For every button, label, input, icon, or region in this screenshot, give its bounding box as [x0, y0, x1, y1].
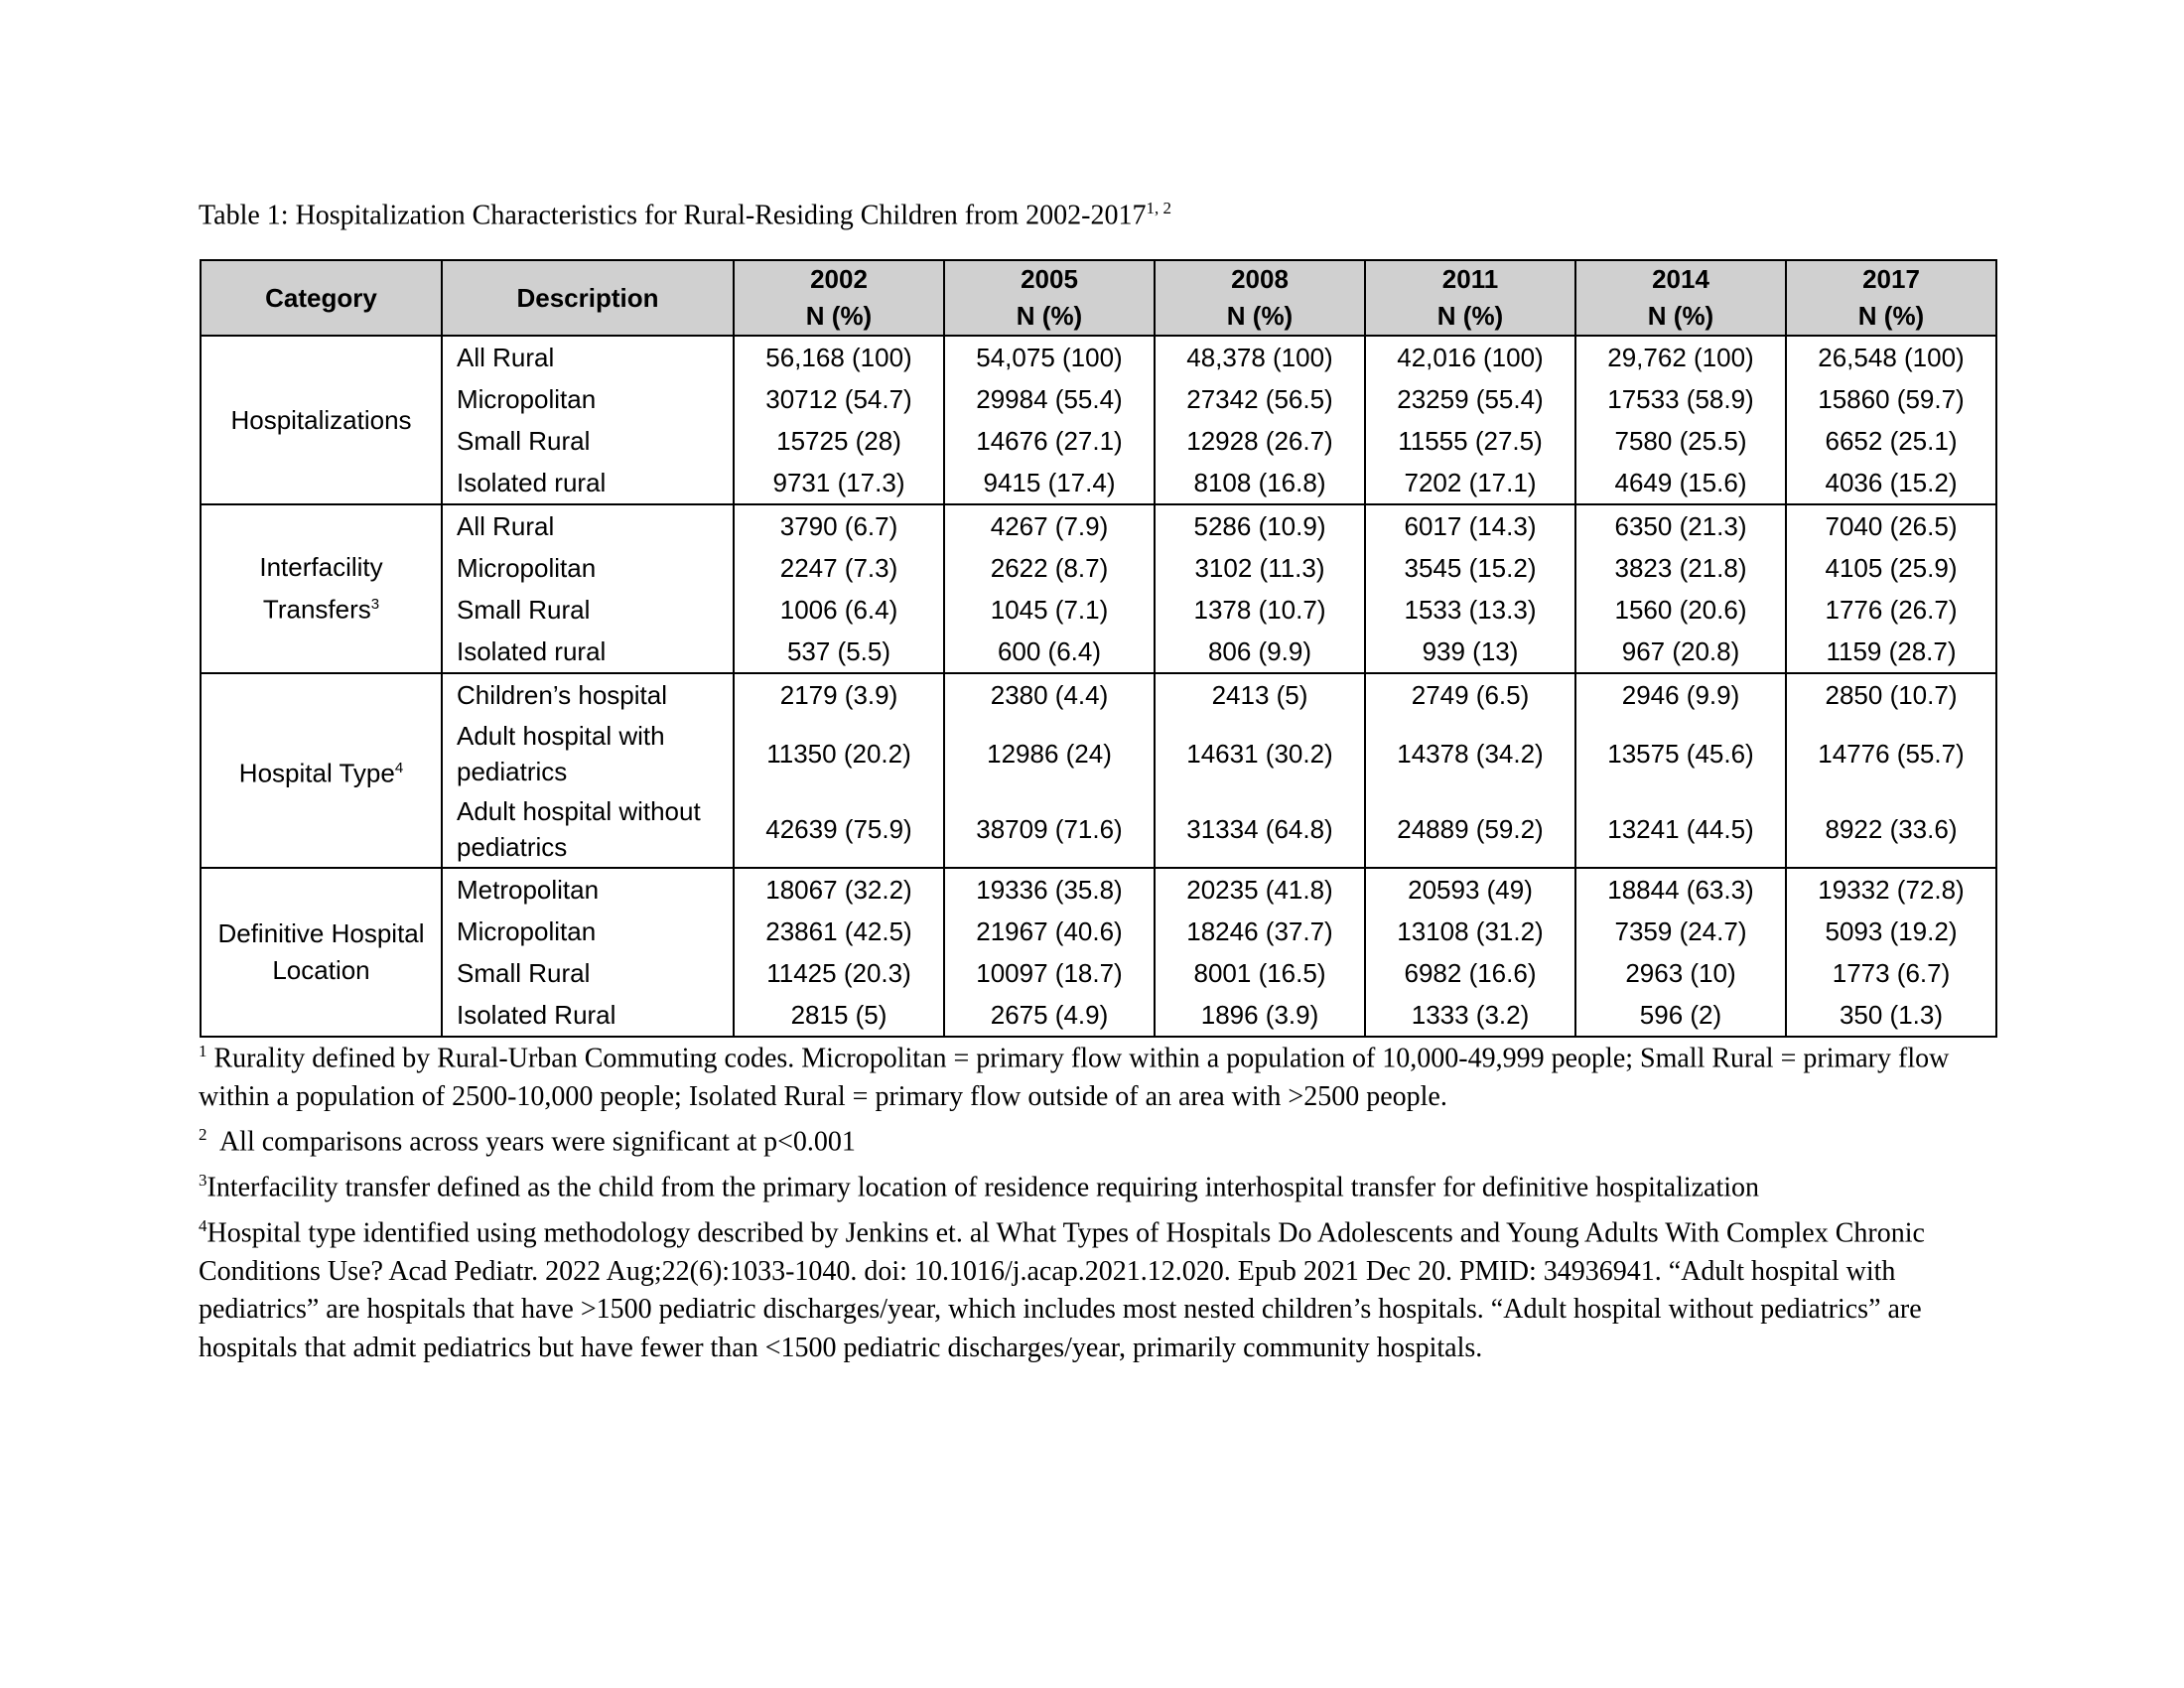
value-cell: 11425 (20.3) [734, 952, 944, 994]
description-cell: Small Rural [442, 589, 734, 631]
table-row [201, 952, 1996, 994]
category-cell [201, 504, 442, 673]
value-cell: 11350 (20.2) [734, 716, 944, 791]
value-cell: 1773 (6.7) [1786, 952, 1996, 994]
footnote-text: All comparisons across years were significant at p<0.001 [206, 1126, 856, 1158]
header-year-label: 2005 [1021, 264, 1078, 294]
description-cell: Micropolitan [442, 378, 734, 420]
description-cell: Children’s hospital [442, 673, 734, 716]
description-cell: Isolated rural [442, 462, 734, 504]
value-cell: 2749 (6.5) [1365, 673, 1575, 716]
value-cell: 2675 (4.9) [944, 994, 1155, 1037]
value-cell: 3823 (21.8) [1575, 547, 1786, 589]
value-cell: 1378 (10.7) [1155, 589, 1365, 631]
value-cell: 26,548 (100) [1786, 336, 1996, 378]
value-cell: 9731 (17.3) [734, 462, 944, 504]
table-body [201, 336, 1996, 1037]
value-cell: 13108 (31.2) [1365, 911, 1575, 952]
header-year-2014 [1575, 260, 1786, 336]
header-unit-label: N (%) [1647, 301, 1714, 331]
value-cell: 13575 (45.6) [1575, 716, 1786, 791]
header-unit-label: N (%) [805, 301, 873, 331]
value-cell: 5093 (19.2) [1786, 911, 1996, 952]
table-row [201, 547, 1996, 589]
footnotes [199, 1033, 2015, 1367]
value-cell: 6652 (25.1) [1786, 420, 1996, 462]
footnote-text: Rurality defined by Rural-Urban Commuting codes. Micropolitan = primary flow within a population of 10,000-49,999 people; Small Rural = primary flow within a population of 2500-10,000 people; Isolated Rural = primary flow outside of an area with >2500 people. [199, 1043, 1957, 1112]
description-cell: Micropolitan [442, 911, 734, 952]
value-cell: 23861 (42.5) [734, 911, 944, 952]
value-cell: 14776 (55.7) [1786, 716, 1996, 791]
value-cell: 15860 (59.7) [1786, 378, 1996, 420]
table-row [201, 791, 1996, 868]
footnote-1 [199, 1033, 2015, 1116]
table-header-row [201, 260, 1996, 336]
header-year-2002 [734, 260, 944, 336]
value-cell: 1333 (3.2) [1365, 994, 1575, 1037]
header-year-2011 [1365, 260, 1575, 336]
table-row [201, 336, 1996, 378]
value-cell: 9415 (17.4) [944, 462, 1155, 504]
value-cell: 4267 (7.9) [944, 504, 1155, 547]
value-cell: 537 (5.5) [734, 631, 944, 673]
header-year-2008 [1155, 260, 1365, 336]
value-cell: 1045 (7.1) [944, 589, 1155, 631]
header-year-label: 2002 [810, 264, 868, 294]
value-cell: 4105 (25.9) [1786, 547, 1996, 589]
description-cell: Small Rural [442, 952, 734, 994]
value-cell: 1560 (20.6) [1575, 589, 1786, 631]
value-cell: 48,378 (100) [1155, 336, 1365, 378]
value-cell: 350 (1.3) [1786, 994, 1996, 1037]
value-cell: 56,168 (100) [734, 336, 944, 378]
value-cell: 24889 (59.2) [1365, 791, 1575, 868]
value-cell: 6017 (14.3) [1365, 504, 1575, 547]
header-year-label: 2008 [1231, 264, 1289, 294]
value-cell: 2413 (5) [1155, 673, 1365, 716]
value-cell: 11555 (27.5) [1365, 420, 1575, 462]
description-cell: Micropolitan [442, 547, 734, 589]
value-cell: 31334 (64.8) [1155, 791, 1365, 868]
value-cell: 3790 (6.7) [734, 504, 944, 547]
description-cell: Metropolitan [442, 868, 734, 911]
value-cell: 2380 (4.4) [944, 673, 1155, 716]
value-cell: 7040 (26.5) [1786, 504, 1996, 547]
value-cell: 6982 (16.6) [1365, 952, 1575, 994]
table-caption-footnote-refs: 1, 2 [1146, 199, 1171, 217]
description-cell: All Rural [442, 336, 734, 378]
header-year-label: 2014 [1652, 264, 1709, 294]
value-cell: 939 (13) [1365, 631, 1575, 673]
header-unit-label: N (%) [1857, 301, 1925, 331]
value-cell: 29,762 (100) [1575, 336, 1786, 378]
category-cell [201, 336, 442, 504]
table-row [201, 462, 1996, 504]
value-cell: 19336 (35.8) [944, 868, 1155, 911]
footnote-marker: 4 [199, 1215, 207, 1235]
value-cell: 38709 (71.6) [944, 791, 1155, 868]
value-cell: 2622 (8.7) [944, 547, 1155, 589]
description-cell: Adult hospital without pediatrics [442, 791, 734, 868]
value-cell: 2946 (9.9) [1575, 673, 1786, 716]
header-year-label: 2011 [1441, 264, 1499, 294]
category-footnote-ref: 4 [394, 759, 404, 776]
value-cell: 1533 (13.3) [1365, 589, 1575, 631]
table-row [201, 378, 1996, 420]
value-cell: 30712 (54.7) [734, 378, 944, 420]
value-cell: 7359 (24.7) [1575, 911, 1786, 952]
value-cell: 15725 (28) [734, 420, 944, 462]
footnote-text: Interfacility transfer defined as the child from the primary location of residence requiring interhospital transfer for definitive hospitalization [206, 1172, 1760, 1203]
footnote-marker: 1 [199, 1042, 207, 1060]
table-row [201, 631, 1996, 673]
value-cell: 8108 (16.8) [1155, 462, 1365, 504]
hospitalization-table [200, 259, 1997, 1038]
value-cell: 18067 (32.2) [734, 868, 944, 911]
value-cell: 13241 (44.5) [1575, 791, 1786, 868]
value-cell: 20593 (49) [1365, 868, 1575, 911]
value-cell: 18246 (37.7) [1155, 911, 1365, 952]
table-row [201, 716, 1996, 791]
value-cell: 2963 (10) [1575, 952, 1786, 994]
value-cell: 12986 (24) [944, 716, 1155, 791]
value-cell: 29984 (55.4) [944, 378, 1155, 420]
value-cell: 8001 (16.5) [1155, 952, 1365, 994]
description-cell: Adult hospital with pediatrics [442, 716, 734, 791]
value-cell: 27342 (56.5) [1155, 378, 1365, 420]
header-year-label: 2017 [1862, 264, 1920, 294]
footnote-3 [199, 1162, 2015, 1207]
value-cell: 8922 (33.6) [1786, 791, 1996, 868]
table-caption [199, 199, 1171, 231]
value-cell: 14631 (30.2) [1155, 716, 1365, 791]
description-cell: Small Rural [442, 420, 734, 462]
value-cell: 7202 (17.1) [1365, 462, 1575, 504]
value-cell: 806 (9.9) [1155, 631, 1365, 673]
value-cell: 14676 (27.1) [944, 420, 1155, 462]
table-row [201, 994, 1996, 1037]
category-label: Definitive Hospital Location [217, 918, 425, 985]
value-cell: 3545 (15.2) [1365, 547, 1575, 589]
value-cell: 2815 (5) [734, 994, 944, 1037]
value-cell: 1159 (28.7) [1786, 631, 1996, 673]
table-row [201, 420, 1996, 462]
value-cell: 600 (6.4) [944, 631, 1155, 673]
table-row [201, 589, 1996, 631]
value-cell: 10097 (18.7) [944, 952, 1155, 994]
header-category: Category [201, 260, 442, 336]
category-label: Hospitalizations [230, 404, 412, 435]
header-year-2005 [944, 260, 1155, 336]
value-cell: 3102 (11.3) [1155, 547, 1365, 589]
value-cell: 42639 (75.9) [734, 791, 944, 868]
value-cell: 54,075 (100) [944, 336, 1155, 378]
value-cell: 2179 (3.9) [734, 673, 944, 716]
footnote-4 [199, 1207, 2015, 1367]
value-cell: 1896 (3.9) [1155, 994, 1365, 1037]
value-cell: 5286 (10.9) [1155, 504, 1365, 547]
value-cell: 2850 (10.7) [1786, 673, 1996, 716]
value-cell: 12928 (26.7) [1155, 420, 1365, 462]
value-cell: 7580 (25.5) [1575, 420, 1786, 462]
description-cell: All Rural [442, 504, 734, 547]
value-cell: 2247 (7.3) [734, 547, 944, 589]
table-row [201, 911, 1996, 952]
footnote-2 [199, 1116, 2015, 1162]
value-cell: 23259 (55.4) [1365, 378, 1575, 420]
footnote-marker: 2 [199, 1125, 207, 1145]
value-cell: 4649 (15.6) [1575, 462, 1786, 504]
value-cell: 596 (2) [1575, 994, 1786, 1037]
value-cell: 1006 (6.4) [734, 589, 944, 631]
description-cell: Isolated rural [442, 631, 734, 673]
value-cell: 42,016 (100) [1365, 336, 1575, 378]
value-cell: 967 (20.8) [1575, 631, 1786, 673]
category-footnote-ref: 3 [370, 596, 380, 614]
value-cell: 1776 (26.7) [1786, 589, 1996, 631]
category-label: Hospital Type [238, 758, 395, 788]
header-description: Description [442, 260, 734, 336]
value-cell: 21967 (40.6) [944, 911, 1155, 952]
header-unit-label: N (%) [1016, 301, 1083, 331]
value-cell: 6350 (21.3) [1575, 504, 1786, 547]
value-cell: 14378 (34.2) [1365, 716, 1575, 791]
category-cell [201, 673, 442, 868]
category-cell [201, 868, 442, 1037]
category-label: Interfacility Transfers [259, 552, 383, 625]
header-unit-label: N (%) [1436, 301, 1504, 331]
table-caption-text: Table 1: Hospitalization Characteristics for Rural-Residing Children from 2002-2017 [199, 200, 1147, 231]
footnote-text: Hospital type identified using methodology described by Jenkins et. al What Types of Hospitals Do Adolescents and Young Adults With Complex Chronic Conditions Use? Acad Pediatr. 2022 Aug;22(6):1033-1040. doi: 10.1016/j.acap.2021.12.020. Epub 2021 Dec 20. PMID: 34936941. “Adult hospital with pediatrics” are hospitals that have >1500 pediatric discharges/year, which includes most nested children’s hospitals. “Adult hospital without pediatrics” are hospitals that admit pediatrics but have fewer than <1500 pediatric discharges/year, primarily community hospitals. [199, 1217, 1932, 1363]
value-cell: 20235 (41.8) [1155, 868, 1365, 911]
description-cell: Isolated Rural [442, 994, 734, 1037]
table-row [201, 504, 1996, 547]
header-unit-label: N (%) [1226, 301, 1294, 331]
value-cell: 19332 (72.8) [1786, 868, 1996, 911]
table-row [201, 868, 1996, 911]
value-cell: 4036 (15.2) [1786, 462, 1996, 504]
value-cell: 17533 (58.9) [1575, 378, 1786, 420]
table-row [201, 673, 1996, 716]
footnote-marker: 3 [199, 1171, 207, 1191]
value-cell: 18844 (63.3) [1575, 868, 1786, 911]
header-year-2017 [1786, 260, 1996, 336]
